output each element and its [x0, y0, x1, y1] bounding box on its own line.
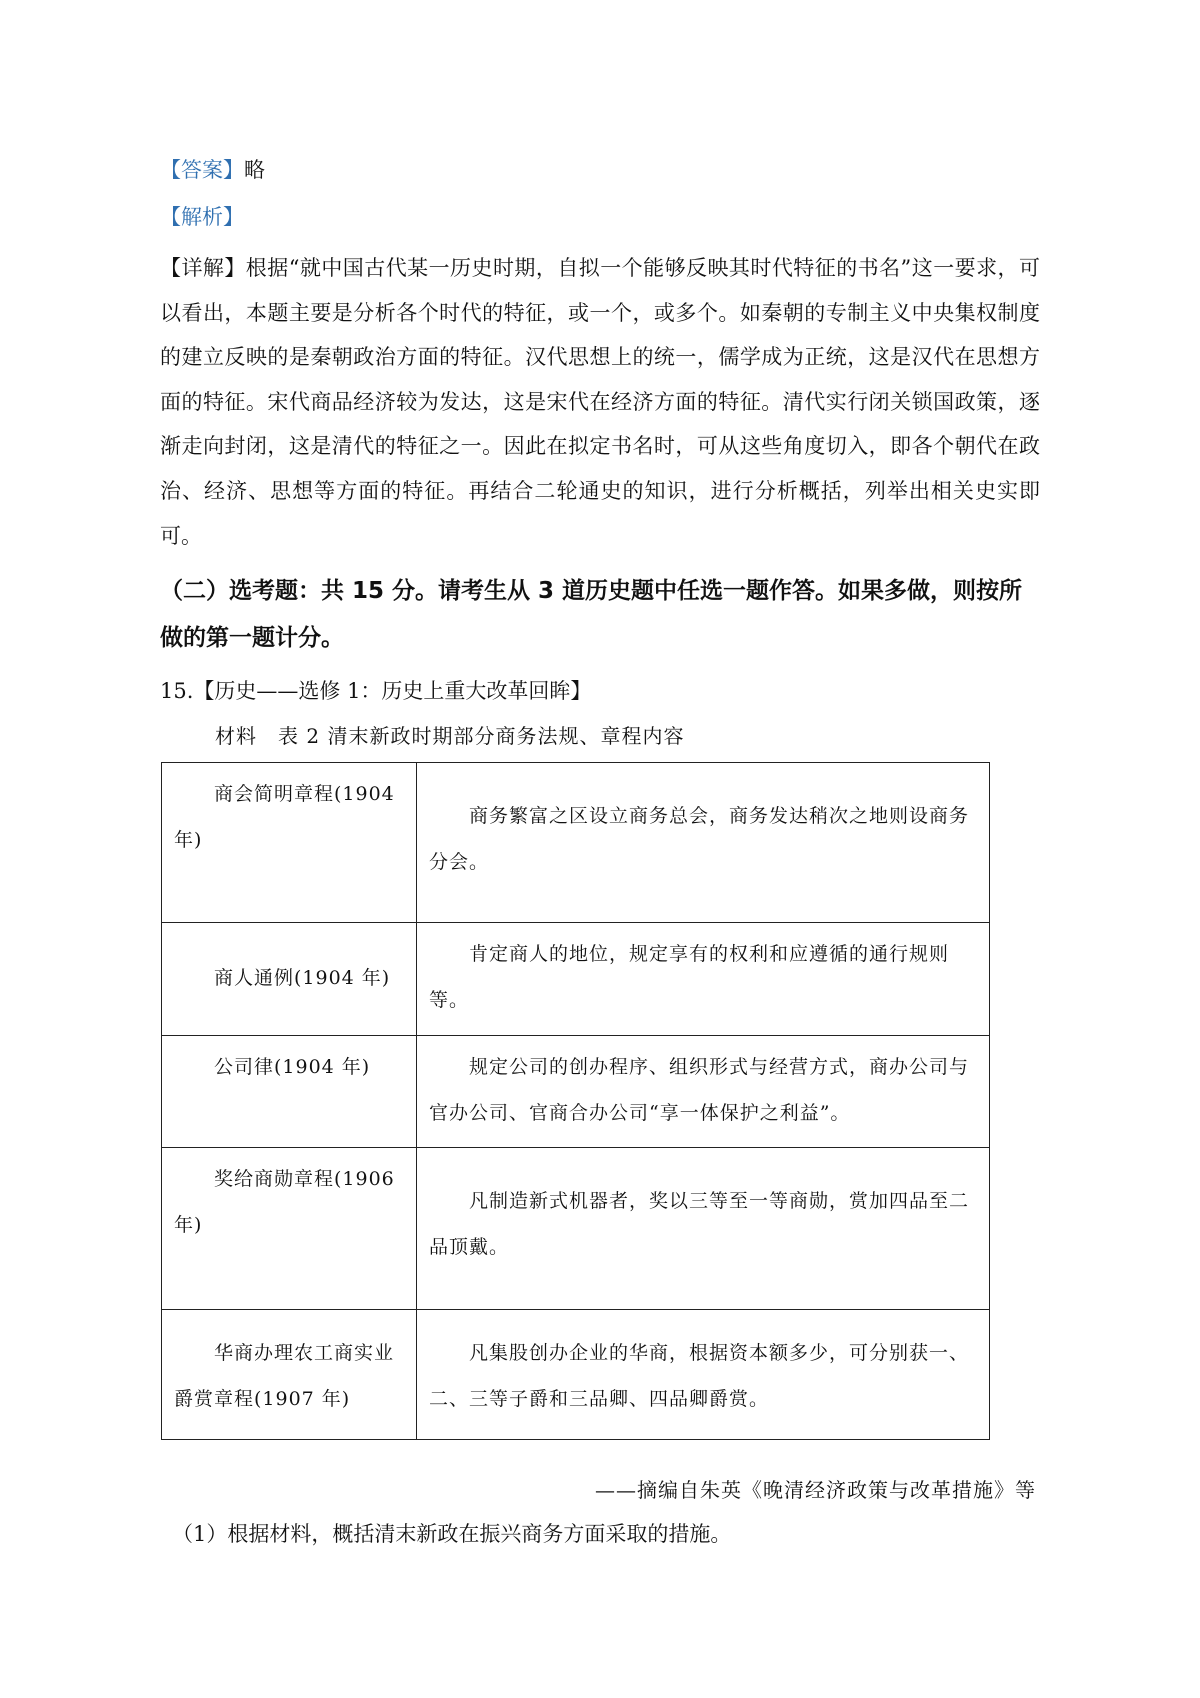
answer-text: 略	[244, 158, 265, 182]
detail-paragraph: 【详解】根据“就中国古代某一历史时期，自拟一个能够反映其时代特征的书名”这一要求，可以看出，本题主要是分析各个时代的特征，或一个，或多个。如秦朝的专制主义中央集权制度的建立反映的是秦朝政治方面的特征。汉代思想上的统一，儒学成为正统，这是汉代在思想方面的特征。宋代商品经济较为发达，这是宋代在经济方面的特征。清代实行闭关锁国政策，逐渐走向封闭，这是清代的特征之一。因此在拟定书名时，可从这些角度切入，即各个朝代在政治、经济、思想等方面的特征。再结合二轮通史的知识，进行分析概括，列举出相关史实即可。	[160, 256, 1040, 548]
table-row	[162, 1036, 990, 1148]
table-row	[162, 1148, 990, 1310]
answer-line	[160, 152, 265, 188]
answer-tag: 【答案】	[160, 158, 244, 182]
table-cell-content: 凡制造新式机器者，奖以三等至一等商勋，赏加四品至二品顶戴。	[417, 1148, 990, 1310]
table-caption: 材料 表 2 清末新政时期部分商务法规、章程内容	[215, 724, 685, 748]
table-cell-content: 规定公司的创办程序、组织形式与经营方式，商办公司与官办公司、官商合办公司“享一体保护之利益”。	[417, 1036, 990, 1148]
source-note: ——摘编自朱英《晚清经济政策与改革措施》等	[595, 1478, 1036, 1502]
analysis-tag: 【解析】	[160, 205, 244, 229]
section-heading: （二）选考题：共 15 分。请考生从 3 道历史题中任选一题作答。如果多做，则按所做的第一题计分。	[160, 578, 1023, 651]
table-row	[162, 923, 990, 1036]
question-1: （1）根据材料，概括清末新政在振兴商务方面采取的措施。	[172, 1522, 732, 1546]
table-row	[162, 763, 990, 923]
table-cell-name: 奖给商勋章程(1906年)	[162, 1148, 417, 1310]
table-cell-name: 华商办理农工商实业爵赏章程(1907 年)	[162, 1310, 417, 1440]
question-15-title: 15.【历史——选修 1：历史上重大改革回眸】	[160, 679, 592, 703]
table-row	[162, 1310, 990, 1440]
table-cell-content: 凡集股创办企业的华商，根据资本额多少，可分别获一、二、三等子爵和三品卿、四品卿爵赏。	[417, 1310, 990, 1440]
table-cell-name: 商人通例(1904 年)	[162, 923, 417, 1036]
regulations-table	[161, 762, 990, 1440]
table-cell-name: 商会简明章程(1904年)	[162, 763, 417, 923]
table-cell-content: 商务繁富之区设立商务总会，商务发达稍次之地则设商务分会。	[417, 763, 990, 923]
table-cell-content: 肯定商人的地位，规定享有的权利和应遵循的通行规则等。	[417, 923, 990, 1036]
table-cell-name: 公司律(1904 年)	[162, 1036, 417, 1148]
